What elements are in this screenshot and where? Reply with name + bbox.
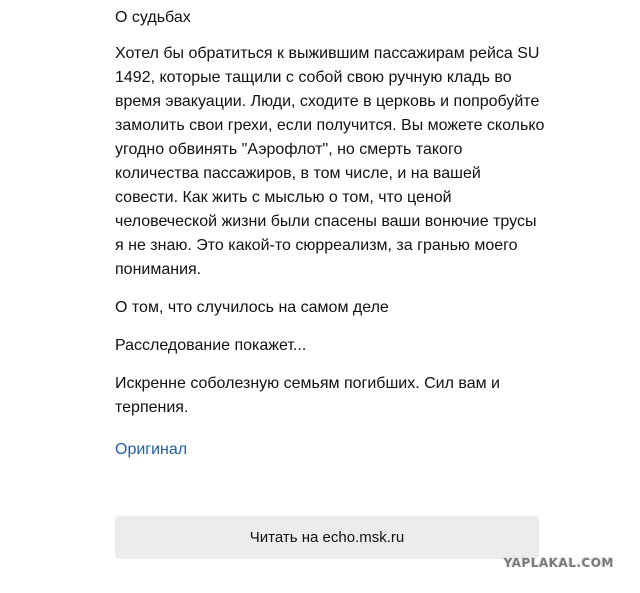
article-paragraph-condolences: Искренне соболезную семьям погибших. Сил вам и терпения. <box>115 375 500 416</box>
article-heading: О судьбах <box>115 9 191 26</box>
article-paragraph-investigation: Расследование покажет... <box>115 337 307 354</box>
original-link[interactable]: Оригинал <box>115 441 188 458</box>
yaplakal-watermark: YAPLAKAL.COM <box>503 556 614 570</box>
article-paragraph-what-happened: О том, что случилось на самом деле <box>115 299 389 316</box>
read-on-echo-button[interactable]: Читать на echo.msk.ru <box>115 516 539 559</box>
article-paragraph-main: Хотел бы обратиться к выжившим пассажирам рейса SU 1492, которые тащили с собой свою ручную кладь во время эвакуации. Люди, сходите в церковь и попробуйте замолить свои грехи, если получится. Вы можете сколько угодно обвинять "Аэрофлот", но смерть такого количества пассажиров, в том числе, и на вашей совести. Как жить с мыслью о том, что ценой человеческой жизни были спасены ваши вонючие трусы я не знаю. Это какой-то сюрреализм, за гранью моего понимания. <box>115 45 545 278</box>
article-body <box>115 6 545 462</box>
